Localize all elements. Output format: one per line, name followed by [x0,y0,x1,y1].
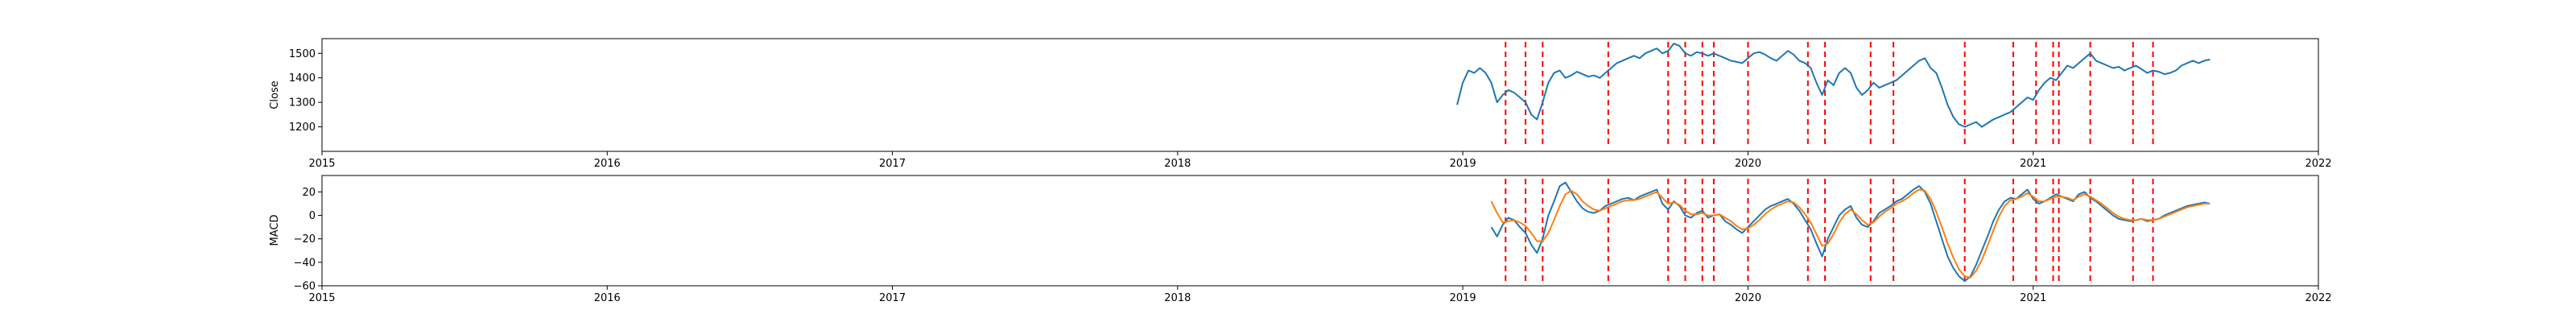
macd-y-tick-label: −20 [293,233,316,246]
macd-y-tick-label: 0 [308,210,316,223]
close-y-axis-label: Close [269,80,281,109]
macd-x-tick-label: 2016 [593,292,621,304]
close-x-tick-label: 2020 [1734,158,1761,170]
close-x-tick-label: 2019 [1449,158,1476,170]
macd-x-tick-label: 2019 [1449,292,1476,304]
macd-x-tick-label: 2020 [1734,292,1761,304]
close-x-tick-label: 2015 [308,158,336,170]
macd-x-tick-label: 2021 [2020,292,2047,304]
macd-x-tick-label: 2018 [1164,292,1191,304]
macd-x-tick-label: 2022 [2305,292,2332,304]
close-x-tick-label: 2016 [593,158,621,170]
macd-y-axis-label: MACD [269,214,281,246]
close-x-tick-label: 2021 [2020,158,2047,170]
close-x-tick-label: 2017 [879,158,906,170]
macd-y-tick-label: −40 [293,257,316,270]
macd-y-tick-label: 20 [302,186,316,199]
macd-x-tick-label: 2015 [308,292,336,304]
close-y-tick-label: 1500 [288,47,316,60]
macd-x-tick-label: 2017 [879,292,906,304]
close-y-tick-label: 1400 [288,72,316,85]
close-y-tick-label: 1200 [288,122,316,134]
close-y-tick-label: 1300 [288,97,316,109]
close-x-tick-label: 2018 [1164,158,1191,170]
close-x-tick-label: 2022 [2305,158,2332,170]
macd-y-tick-label: −60 [293,280,316,293]
